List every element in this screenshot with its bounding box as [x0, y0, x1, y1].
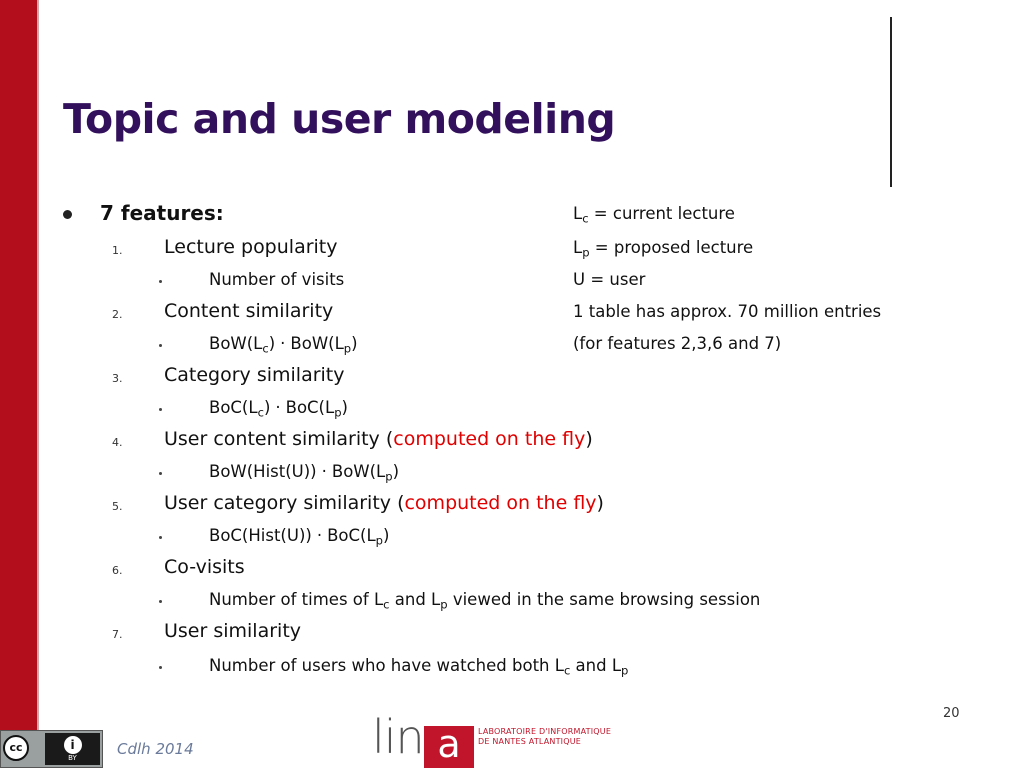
feature-detail	[209, 462, 400, 484]
item-number: 4.	[112, 436, 123, 449]
detail-text: and L	[389, 590, 441, 609]
feature-label: User similarity	[164, 620, 302, 642]
formula-part: )	[351, 334, 358, 353]
highlight-text: computed on the fly	[404, 492, 597, 514]
highlight-text: computed on the fly	[393, 428, 586, 450]
feature-detail	[209, 334, 358, 356]
slide-title: Topic and user modeling	[63, 95, 616, 143]
sub-bullet-icon	[159, 280, 162, 283]
detail-text: Number of times of L	[209, 590, 384, 609]
detail-text: and L	[570, 656, 622, 675]
formula-subscript: c	[257, 405, 264, 420]
formula-subscript: p	[343, 341, 352, 356]
feature-label: Content similarity	[164, 300, 334, 322]
formula-part: BoW(L	[331, 462, 386, 481]
formula-part: BoC(L	[327, 526, 376, 545]
detail-subscript: p	[621, 663, 629, 678]
feature-detail	[209, 526, 390, 548]
feature-detail	[209, 590, 761, 612]
label-text: )	[585, 428, 593, 450]
detail-text: Number of users who have watched both L	[209, 656, 564, 675]
left-accent-shadow	[37, 0, 39, 740]
sub-bullet-icon	[159, 408, 162, 411]
item-number: 1.	[112, 244, 123, 257]
item-number: 3.	[112, 372, 123, 385]
formula-part: )	[341, 398, 348, 417]
note-table-size: 1 table has approx. 70 million entries	[573, 302, 882, 321]
note-subscript: p	[582, 245, 590, 260]
formula-subscript: p	[334, 405, 342, 420]
title-divider-line	[890, 17, 892, 187]
dot-operator: ·	[275, 398, 281, 417]
formula-part: )	[392, 462, 400, 481]
feature-label: Co-visits	[164, 556, 245, 578]
dot-operator: ·	[280, 334, 286, 353]
note-symbol: L	[573, 238, 583, 257]
lina-caption-line: LABORATOIRE D'INFORMATIQUE	[478, 727, 612, 736]
note-lc	[573, 204, 735, 226]
dot-operator: ·	[321, 462, 327, 481]
feature-detail	[209, 398, 348, 420]
note-text: = proposed lecture	[589, 238, 754, 257]
feature-detail: Number of visits	[209, 270, 345, 289]
cc-license-badge	[0, 730, 103, 768]
cc-by-block	[45, 733, 100, 765]
detail-subscript: c	[563, 663, 571, 678]
item-number: 5.	[112, 500, 123, 513]
lina-logo-caption	[478, 727, 611, 747]
lina-logo-box: a	[424, 726, 474, 768]
formula-part: BoW(Hist(U))	[209, 462, 317, 481]
note-text: = current lecture	[588, 204, 735, 223]
cc-icon: cc	[3, 735, 29, 761]
sub-bullet-icon	[159, 472, 162, 475]
left-accent-bar	[0, 0, 37, 740]
formula-part: BoC(Hist(U))	[209, 526, 312, 545]
sub-bullet-icon	[159, 344, 162, 347]
formula-part: BoW(L	[290, 334, 344, 353]
detail-text: viewed in the same browsing session	[447, 590, 761, 609]
item-number: 2.	[112, 308, 123, 321]
sub-bullet-icon	[159, 600, 162, 603]
lina-caption-line: DE NANTES ATLANTIQUE	[478, 737, 582, 746]
dot-operator: ·	[316, 526, 323, 545]
feature-detail	[209, 656, 629, 678]
label-text: )	[596, 492, 604, 514]
note-user: U = user	[573, 270, 646, 289]
item-number: 6.	[112, 564, 123, 577]
formula-subscript: c	[262, 341, 269, 356]
formula-subscript: p	[375, 533, 383, 548]
formula-part: BoC(L	[209, 398, 258, 417]
note-symbol: L	[573, 204, 583, 223]
item-number: 7.	[112, 628, 123, 641]
detail-subscript: c	[383, 597, 390, 612]
label-text: User content similarity (	[164, 428, 394, 450]
note-table-features: (for features 2,3,6 and 7)	[573, 334, 782, 353]
sub-bullet-icon	[159, 666, 162, 669]
cc-by-label: BY	[68, 754, 77, 762]
formula-part: )	[268, 334, 276, 353]
note-lp	[573, 238, 754, 260]
formula-subscript: p	[385, 469, 393, 484]
note-subscript: c	[582, 211, 589, 226]
sub-bullet-icon	[159, 536, 162, 539]
formula-part: )	[383, 526, 390, 545]
page-number: 20	[943, 706, 960, 721]
feature-label: Category similarity	[164, 364, 345, 386]
lina-logo-word: lin	[372, 710, 424, 764]
formula-part: BoW(L	[209, 334, 263, 353]
footer-text: Cdlh 2014	[117, 740, 194, 758]
features-heading: 7 features:	[100, 201, 224, 225]
formula-part: BoC(L	[285, 398, 335, 417]
formula-part: )	[263, 398, 271, 417]
feature-label	[164, 492, 604, 514]
feature-label	[164, 428, 593, 450]
feature-label: Lecture popularity	[164, 236, 338, 258]
label-text: User category similarity (	[164, 492, 405, 514]
person-icon: i	[64, 736, 82, 754]
detail-subscript: p	[440, 597, 448, 612]
bullet-dot-icon	[63, 210, 72, 219]
